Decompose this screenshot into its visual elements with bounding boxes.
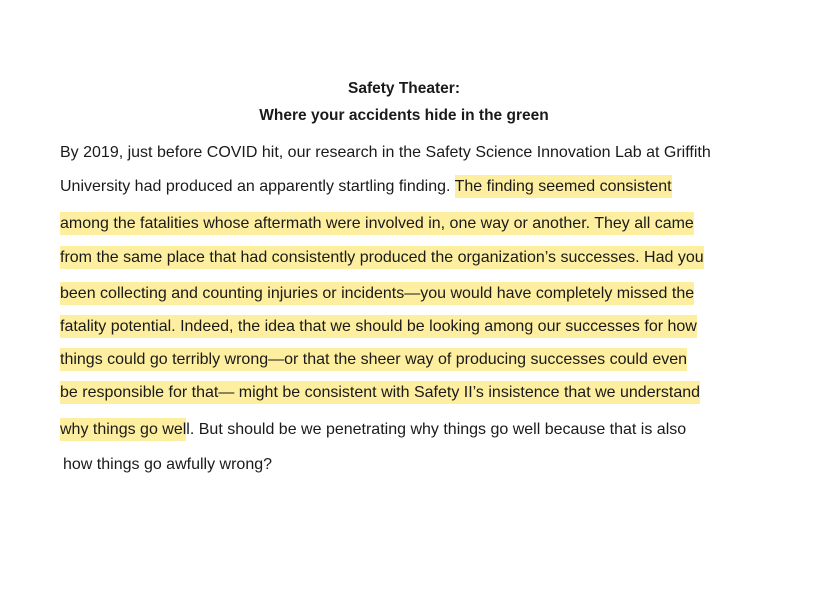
highlighted-text: The finding seemed consistent bbox=[455, 175, 672, 198]
plain-text: University had produced an apparently startling finding. bbox=[60, 178, 455, 195]
paragraph-line bbox=[60, 284, 694, 304]
plain-text: l. But should be we penetrating why things go well because that is also bbox=[186, 421, 687, 438]
plain-text: how things go awfully wrong? bbox=[63, 456, 273, 473]
highlighted-text: been collecting and counting injuries or incidents—you would have completely missed the bbox=[60, 282, 694, 305]
highlighted-text: things could go terribly wrong—or that the sheer way of producing successes could even bbox=[60, 348, 687, 371]
paragraph-line bbox=[60, 383, 700, 403]
highlighted-text: be responsible for that— might be consistent with Safety II’s insistence that we understand bbox=[60, 381, 700, 404]
highlighted-text: from the same place that had consistently produced the organization’s successes. Had you bbox=[60, 246, 704, 269]
paragraph-line bbox=[60, 317, 697, 337]
highlighted-text: why things go wel bbox=[60, 418, 186, 441]
paragraph-line bbox=[60, 420, 686, 440]
paragraph-line bbox=[63, 455, 272, 475]
document-subtitle: Where your accidents hide in the green bbox=[259, 107, 549, 124]
document-title: Safety Theater: bbox=[348, 80, 460, 97]
highlighted-text: fatality potential. Indeed, the idea that we should be looking among our successes for how bbox=[60, 315, 697, 338]
paragraph-line bbox=[60, 177, 672, 197]
highlighted-text: among the fatalities whose aftermath were involved in, one way or another. They all came bbox=[60, 212, 694, 235]
plain-text: By 2019, just before COVID hit, our research in the Safety Science Innovation Lab at Griffith bbox=[60, 144, 711, 161]
paragraph-line bbox=[60, 214, 694, 234]
paragraph-line bbox=[60, 143, 711, 163]
paragraph-line bbox=[60, 248, 704, 268]
paragraph-line bbox=[60, 350, 687, 370]
